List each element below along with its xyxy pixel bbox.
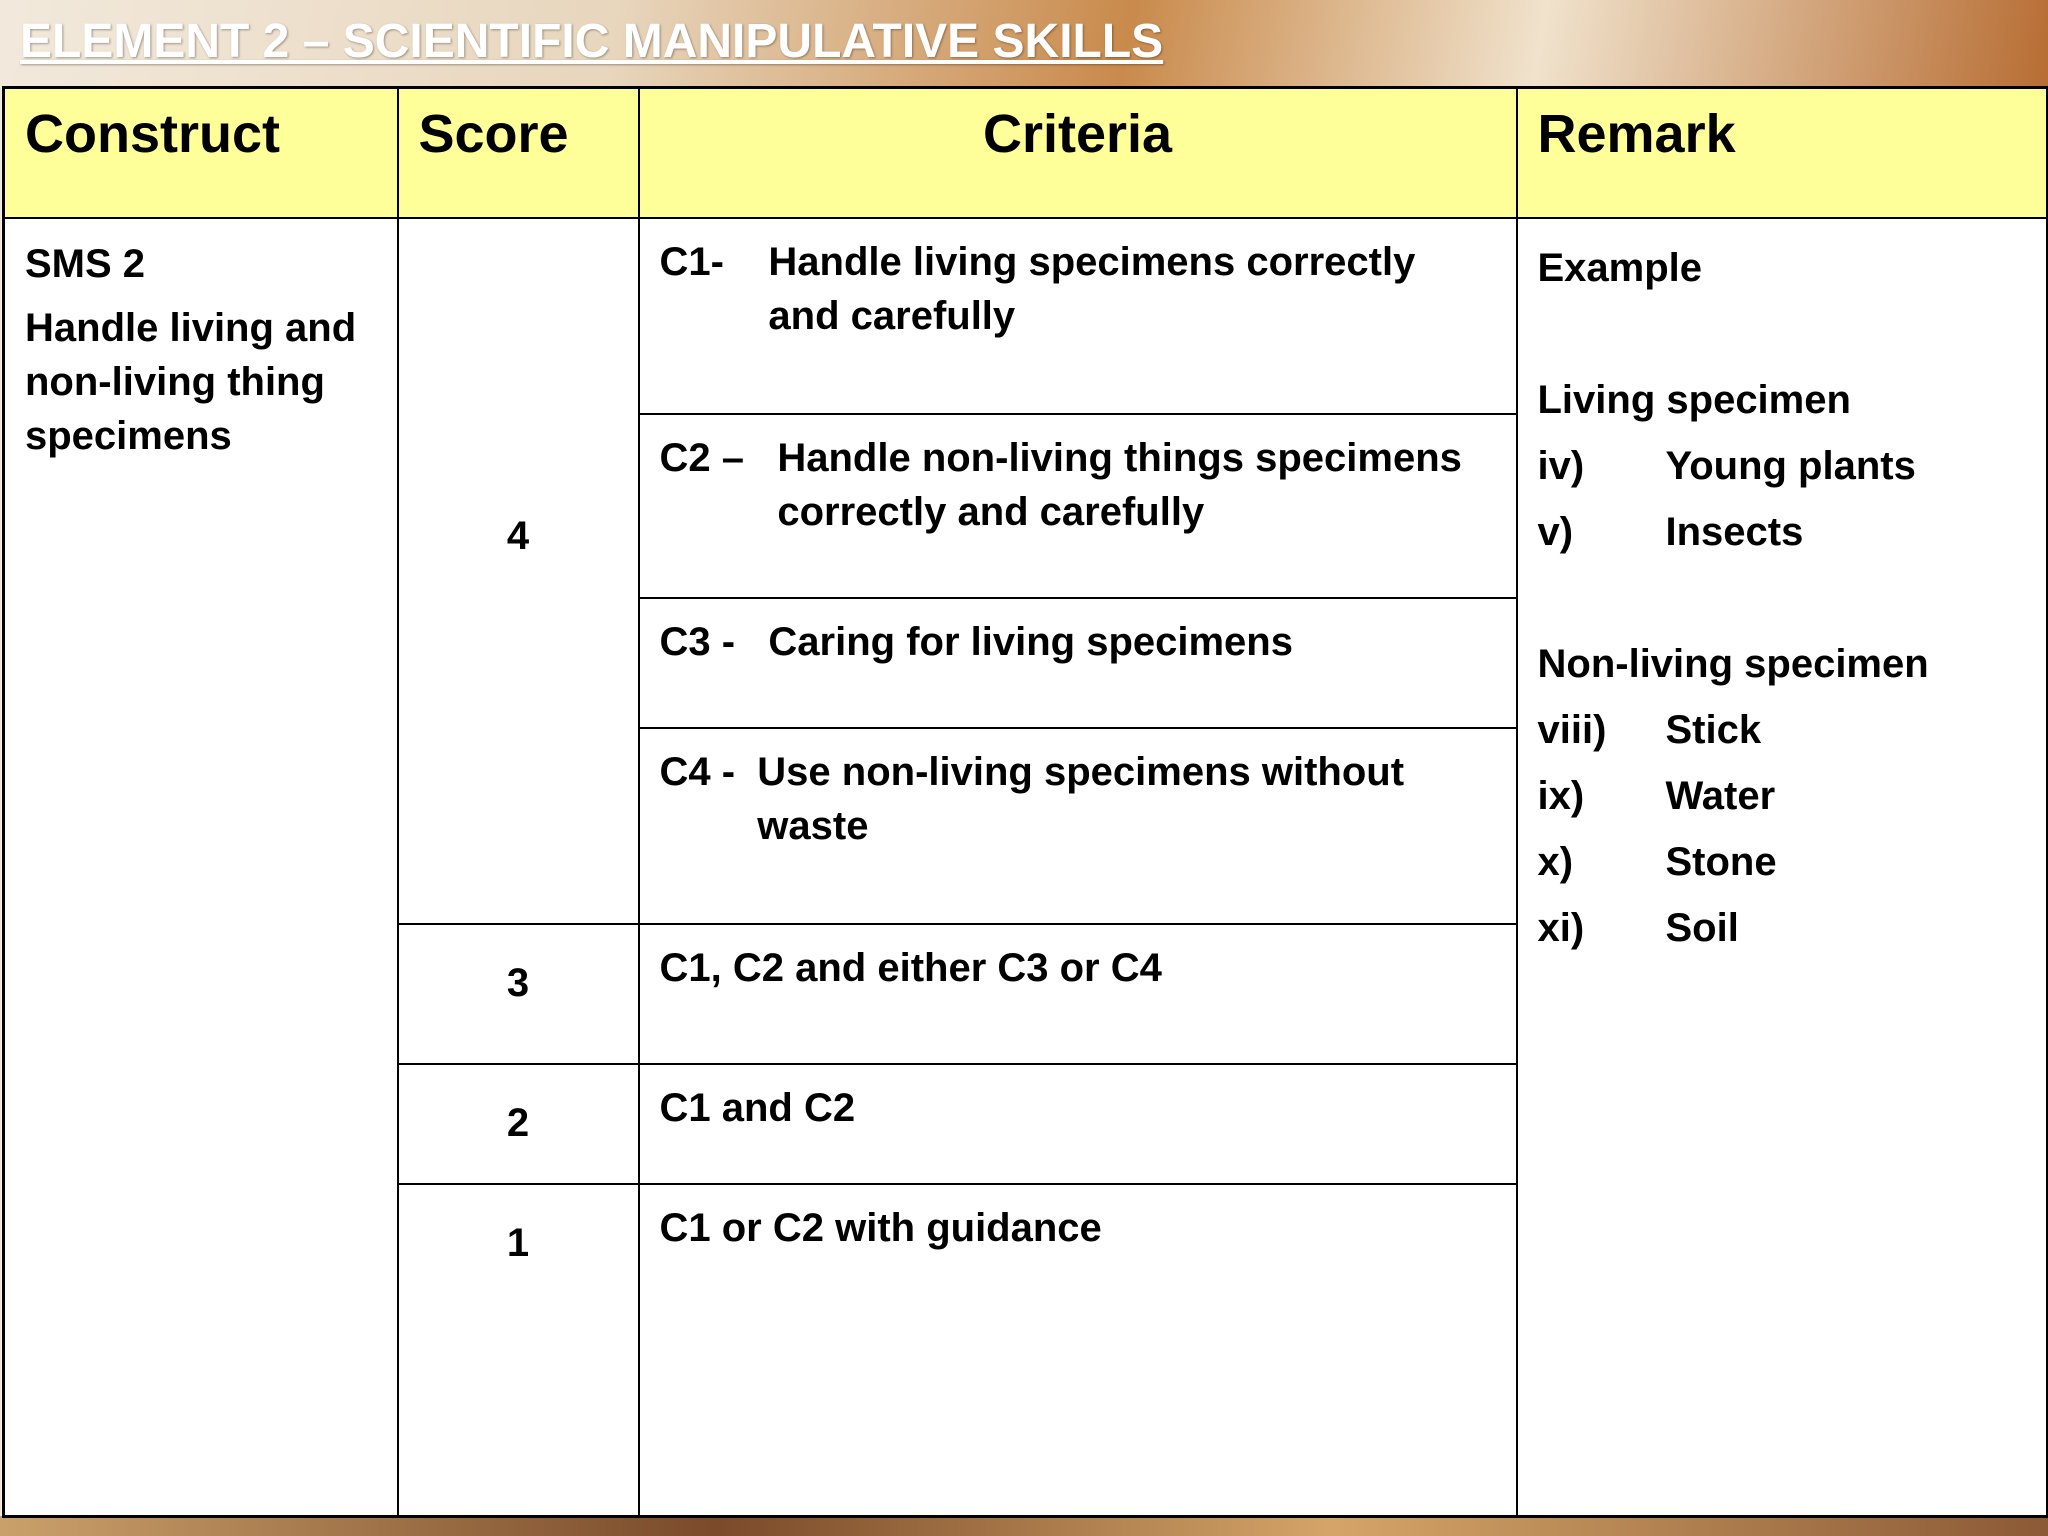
remark-cell: [1517, 218, 2048, 1517]
criteria-c2-code: C2 –: [659, 436, 778, 480]
criteria-c3-text: Caring for living specimens: [768, 620, 1293, 664]
list-item: viii) Stick: [1537, 708, 1762, 752]
criteria-score-1: C1 or C2 with guidance: [639, 1184, 1517, 1517]
criteria-c4-code: C4 -: [659, 750, 758, 794]
list-item: ix) Water: [1537, 774, 1776, 818]
remark-living-heading: Living specimen: [1537, 378, 1851, 422]
header-construct: Construct: [4, 88, 398, 219]
criteria-c1-text: Handle living specimens correctly and carefully: [768, 240, 1416, 338]
criteria-score-3: C1, C2 and either C3 or C4: [639, 924, 1517, 1064]
header-remark: Remark: [1517, 88, 2048, 219]
construct-description: Handle living and non-living thing specimens: [25, 306, 357, 458]
criteria-c1: [639, 218, 1517, 414]
list-item: x) Stone: [1537, 840, 1777, 884]
criteria-c3-code: C3 -: [659, 620, 769, 664]
list-item: v) Insects: [1537, 510, 1804, 554]
criteria-score-2: C1 and C2: [639, 1064, 1517, 1184]
slide-title: ELEMENT 2 – SCIENTIFIC MANIPULATIVE SKILLS: [20, 15, 1164, 68]
criteria-c4: [639, 728, 1517, 924]
criteria-c4-text: Use non-living specimens without waste: [757, 750, 1405, 848]
criteria-c1-code: C1-: [659, 240, 769, 284]
list-item: iv) Young plants: [1537, 444, 1916, 488]
remark-example: Example: [1537, 246, 1703, 290]
score-1: 1: [398, 1184, 639, 1517]
construct-code: SMS 2: [25, 242, 146, 286]
list-item: xi) Soil: [1537, 906, 1739, 950]
criteria-c2: [639, 414, 1517, 598]
score-2: 2: [398, 1064, 639, 1184]
header-criteria: Criteria: [639, 88, 1517, 219]
slide-footer-strip: [0, 1516, 2048, 1536]
score-3: 3: [398, 924, 639, 1064]
rubric-table: [2, 86, 2048, 1518]
table-row: [4, 218, 2048, 414]
score-4: 4: [398, 218, 639, 924]
header-row: [4, 88, 2048, 219]
remark-nonliving-heading: Non-living specimen: [1537, 642, 1929, 686]
construct-cell: [4, 218, 398, 1517]
criteria-c3: [639, 598, 1517, 728]
header-score: Score: [398, 88, 639, 219]
criteria-c2-text: Handle non-living things specimens correctly and carefully: [777, 436, 1462, 534]
